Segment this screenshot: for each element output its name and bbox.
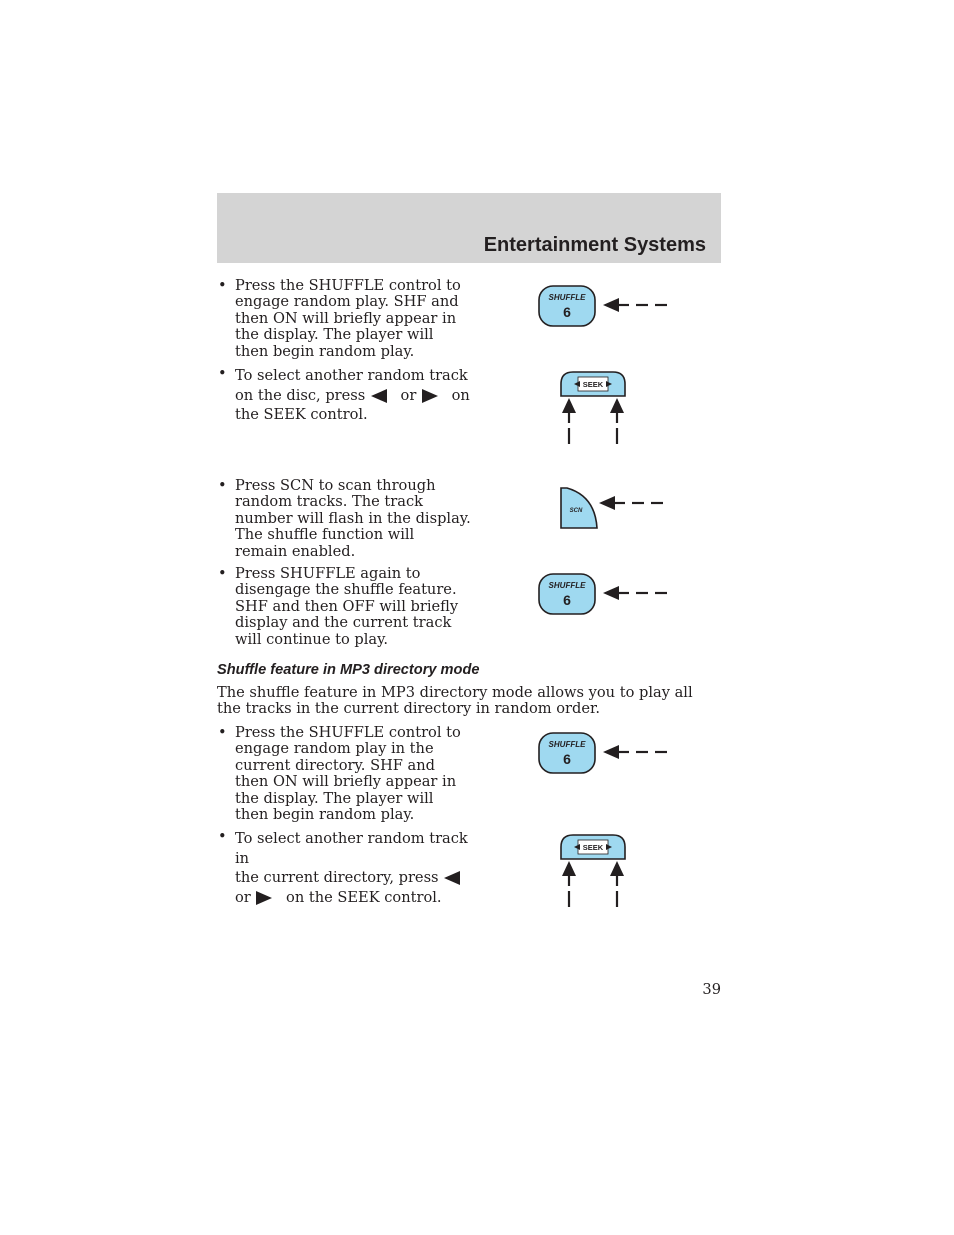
select-track-press: on the disc, press bbox=[235, 386, 366, 404]
select-track-on: on bbox=[451, 386, 470, 404]
bullet-mp3-shuffle-on: Press the SHUFFLE control to engage random play in the current directory. SHF and then ON will briefly appear in the display. The player will then begin random play. bbox=[235, 724, 461, 824]
mp3-select-line2 bbox=[235, 868, 480, 888]
bullet-marker: • bbox=[218, 477, 227, 494]
seek-control-figure bbox=[555, 831, 635, 911]
seek-label: SEEK bbox=[582, 380, 604, 389]
arrow-icon bbox=[603, 745, 667, 759]
shuffle-label: SHUFFLE bbox=[548, 581, 586, 590]
right-triangle-icon bbox=[421, 388, 439, 404]
mp3-select-line3 bbox=[235, 888, 480, 908]
mp3-select-line1: To select another random track in bbox=[235, 830, 468, 867]
section-heading: Shuffle feature in MP3 directory mode bbox=[217, 662, 480, 678]
section-intro: The shuffle feature in MP3 directory mode allows you to play all the tracks in the current directory in random order. bbox=[217, 684, 693, 718]
page-number: 39 bbox=[702, 981, 721, 998]
right-triangle-icon bbox=[255, 890, 273, 906]
shuffle-number: 6 bbox=[563, 751, 571, 767]
bullet-marker: • bbox=[218, 828, 227, 845]
shuffle-label: SHUFFLE bbox=[548, 293, 586, 302]
bullet-scan: Press SCN to scan through random tracks. The track number will flash in the display. The shuffle function will remain enabled. bbox=[235, 477, 471, 560]
shuffle-number: 6 bbox=[563, 304, 571, 320]
seek-control-figure bbox=[555, 368, 635, 448]
arrow-icon bbox=[610, 398, 624, 444]
arrow-icon bbox=[562, 861, 576, 907]
mp3-select-or: or bbox=[235, 888, 251, 906]
left-triangle-icon bbox=[443, 870, 461, 886]
mp3-select-press: the current directory, press bbox=[235, 869, 439, 886]
bullet-shuffle-on: Press the SHUFFLE control to engage random play. SHF and then ON will briefly appear in the display. The player will then begin random play. bbox=[235, 277, 461, 360]
page-title: Entertainment Systems bbox=[483, 234, 706, 256]
left-triangle-icon bbox=[370, 388, 388, 404]
bullet-select-track bbox=[235, 366, 475, 425]
shuffle-number: 6 bbox=[563, 592, 571, 608]
bullet-marker: • bbox=[218, 277, 227, 294]
bullet-marker: • bbox=[218, 565, 227, 582]
bullet-shuffle-off: Press SHUFFLE again to disengage the shuffle feature. SHF and then OFF will briefly display and the current track will continue to play. bbox=[235, 565, 459, 648]
shuffle-label: SHUFFLE bbox=[548, 740, 586, 749]
shuffle-button-figure bbox=[535, 284, 675, 330]
arrow-icon bbox=[562, 398, 576, 444]
bullet-mp3-select-track bbox=[235, 829, 480, 907]
scn-button-figure bbox=[555, 484, 670, 532]
scn-label: SCN bbox=[569, 508, 583, 514]
select-track-line3: the SEEK control. bbox=[235, 406, 368, 423]
header-band bbox=[217, 193, 721, 263]
bullet-marker: • bbox=[218, 365, 227, 382]
select-track-or: or bbox=[400, 386, 417, 404]
shuffle-button-figure bbox=[535, 731, 675, 777]
arrow-icon bbox=[603, 586, 667, 600]
arrow-icon bbox=[610, 861, 624, 907]
bullet-marker: • bbox=[218, 724, 227, 741]
select-track-line2 bbox=[235, 386, 475, 406]
shuffle-button-figure bbox=[535, 572, 675, 618]
arrow-icon bbox=[603, 298, 667, 312]
arrow-icon bbox=[599, 496, 663, 510]
seek-label: SEEK bbox=[582, 843, 604, 852]
select-track-line1: To select another random track bbox=[235, 367, 468, 384]
mp3-select-rest: on the SEEK control. bbox=[286, 888, 442, 906]
